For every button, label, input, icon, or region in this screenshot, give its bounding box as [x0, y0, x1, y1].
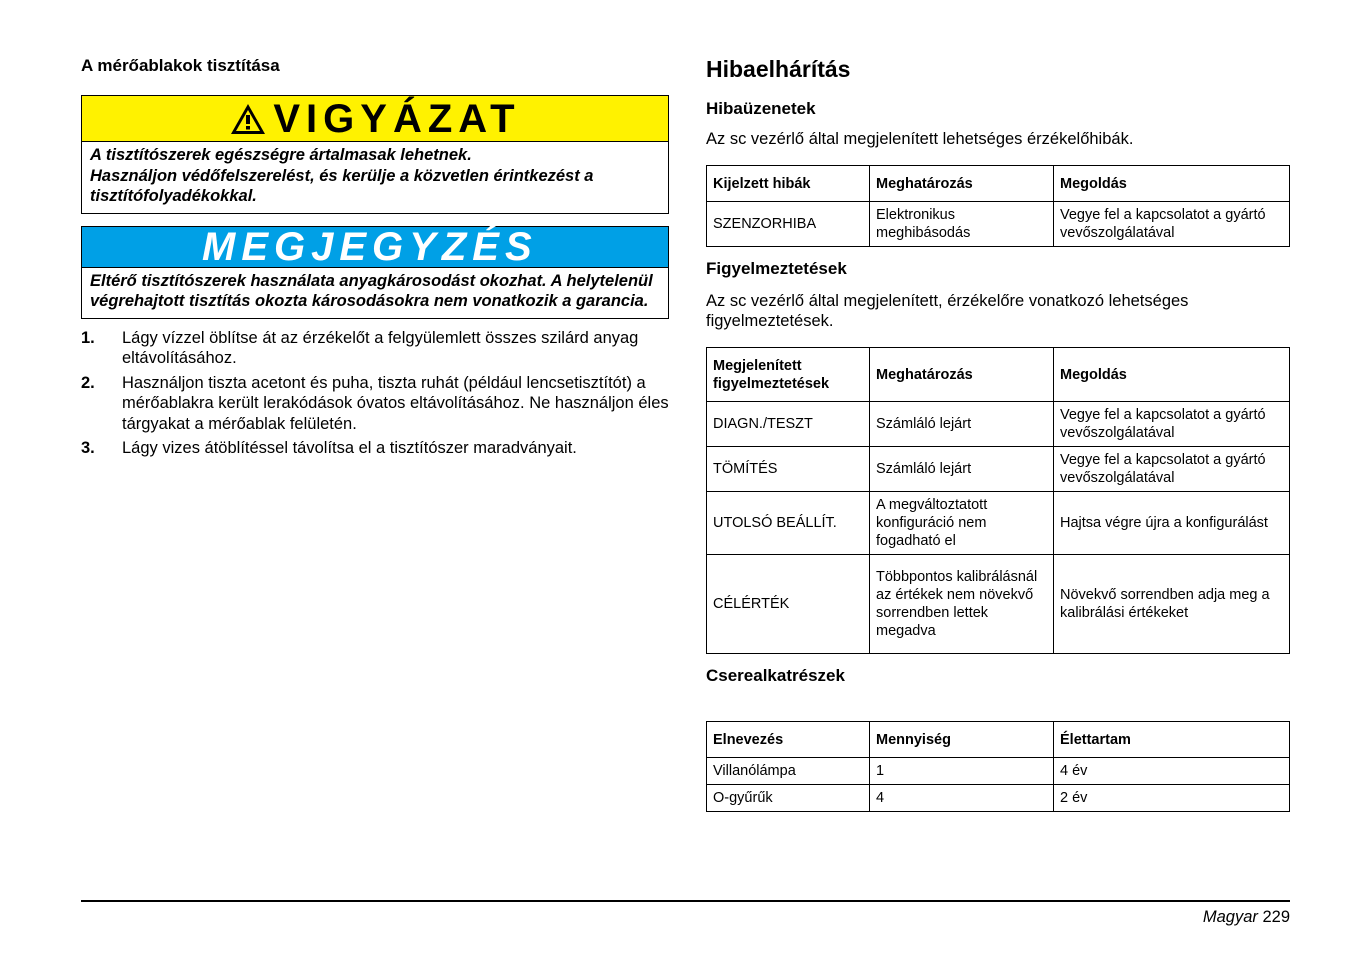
left-column [81, 56, 669, 463]
table-header-cell: Megoldás [1054, 166, 1290, 202]
table-row [707, 785, 1290, 812]
subheading-warnings: Figyelmeztetések [706, 259, 847, 278]
warnings-table [706, 347, 1290, 654]
subheading-parts: Cserealkatrészek [706, 666, 845, 685]
table-header-cell: Megoldás [1054, 348, 1290, 402]
table-cell: Számláló lejárt [870, 447, 1054, 492]
table-row [707, 758, 1290, 785]
footer-divider [81, 900, 1290, 902]
table-cell: Vegye fel a kapcsolatot a gyártó vevőszolgálatával [1054, 447, 1290, 492]
errors-table [706, 165, 1290, 247]
table-header-cell: Kijelzett hibák [707, 166, 870, 202]
table-header-cell: Élettartam [1054, 722, 1290, 758]
list-item [81, 438, 669, 459]
errors-intro: Az sc vezérlő által megjelenített lehetséges érzékelőhibák. [706, 130, 1134, 148]
table-header-cell: Megjelenített figyelmeztetések [707, 348, 870, 402]
table-header-row [707, 166, 1290, 202]
page-number: 229 [1262, 908, 1290, 926]
table-row [707, 555, 1290, 654]
table-cell: Vegye fel a kapcsolatot a gyártó vevőszolgálatával [1054, 202, 1290, 247]
table-cell: A megváltoztatott konfiguráció nem fogadható el [870, 492, 1054, 555]
list-item [81, 328, 669, 369]
cleaning-steps [81, 328, 669, 459]
table-row [707, 202, 1290, 247]
table-header-row [707, 722, 1290, 758]
table-header-row [707, 348, 1290, 402]
warning-title: VIGYÁZAT [273, 96, 521, 141]
step-text: Használjon tiszta acetont és puha, tiszta ruhát (például lencsetisztítót) a mérőablakra került lerakódások óvatos eltávolításához. Ne használjon éles tárgyakat a mérőablak felületén. [122, 373, 669, 433]
right-column [706, 56, 1290, 812]
footer-language: Magyar [1202, 908, 1258, 926]
table-cell: Elektronikus meghibásodás [870, 202, 1054, 247]
page-footer [1203, 908, 1290, 927]
table-cell: DIAGN./TESZT [707, 402, 870, 447]
table-cell: Hajtsa végre újra a konfigurálást [1054, 492, 1290, 555]
step-number: 1. [81, 328, 95, 347]
table-cell: 4 [870, 785, 1054, 812]
section-heading-troubleshooting: Hibaelhárítás [706, 56, 851, 82]
table-cell: SZENZORHIBA [707, 202, 870, 247]
section-heading-cleaning: A mérőablakok tisztítása [81, 56, 280, 75]
warning-text [82, 142, 668, 213]
note-box [81, 226, 669, 319]
table-cell: Növekvő sorrendben adja meg a kalibrálási értékeket [1054, 555, 1290, 654]
table-header-cell: Mennyiség [870, 722, 1054, 758]
step-number: 3. [81, 439, 95, 457]
table-cell: O-gyűrűk [707, 785, 870, 812]
table-header-cell: Elnevezés [707, 722, 870, 758]
step-text: Lágy vizes átöblítéssel távolítsa el a tisztítószer maradványait. [122, 439, 577, 457]
warning-line: Használjon védőfelszerelést, és kerülje a közvetlen érintkezést a tisztítófolyadékokkal. [90, 166, 594, 205]
table-cell: 4 év [1054, 758, 1290, 785]
subheading-errors: Hibaüzenetek [706, 99, 816, 118]
table-cell: Vegye fel a kapcsolatot a gyártó vevőszolgálatával [1054, 402, 1290, 447]
warning-box [81, 95, 669, 214]
table-cell: Számláló lejárt [870, 402, 1054, 447]
warning-header [82, 96, 668, 142]
note-title: MEGJEGYZÉS [202, 224, 538, 269]
table-cell: 1 [870, 758, 1054, 785]
table-cell: TÖMÍTÉS [707, 447, 870, 492]
table-cell: Villanólámpa [707, 758, 870, 785]
table-cell: Többpontos kalibrálásnál az értékek nem növekvő sorrendben lettek megadva [870, 555, 1054, 654]
warnings-intro: Az sc vezérlő által megjelenített, érzékelőre vonatkozó lehetséges figyelmeztetések. [706, 292, 1189, 330]
note-text: Eltérő tisztítószerek használata anyagkárosodást okozhat. A helytelenül végrehajtott tisztítás okozta károsodásokra nem vonatkozik a garancia. [90, 271, 653, 310]
table-cell: UTOLSÓ BEÁLLÍT. [707, 492, 870, 555]
warning-line: A tisztítószerek egészségre ártalmasak lehetnek. [90, 146, 472, 164]
table-row [707, 492, 1290, 555]
table-cell: CÉLÉRTÉK [707, 555, 870, 654]
table-cell: 2 év [1054, 785, 1290, 812]
table-row [707, 447, 1290, 492]
step-text: Lágy vízzel öblítse át az érzékelőt a felgyülemlett összes szilárd anyag eltávolításához. [122, 328, 639, 367]
table-header-cell: Meghatározás [870, 348, 1054, 402]
step-number: 2. [81, 373, 95, 392]
list-item [81, 373, 669, 435]
warning-triangle-icon [229, 102, 267, 136]
table-row [707, 402, 1290, 447]
table-header-cell: Meghatározás [870, 166, 1054, 202]
parts-table [706, 721, 1290, 812]
note-header [82, 224, 668, 269]
